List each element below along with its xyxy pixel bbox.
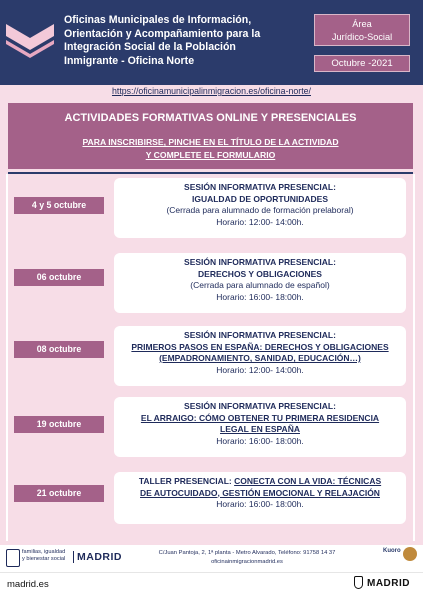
area-badge — [314, 14, 410, 46]
office-title-line: Oficinas Municipales de Información, — [64, 14, 252, 26]
activity-schedule: Horario: 12:00- 14:00h. — [216, 364, 304, 375]
department-line: y bienestar social — [22, 555, 66, 562]
office-title — [64, 14, 309, 68]
activity-title[interactable]: DERECHOS Y OBLIGACIONES — [198, 268, 322, 279]
activity-note: (Cerrada para alumnado de formación prelaboral) — [166, 205, 354, 215]
activity-card — [114, 178, 406, 238]
activity-title-line — [114, 476, 406, 488]
vertical-rule — [6, 174, 8, 541]
activity-date: 4 y 5 octubre — [14, 197, 104, 214]
instructions-line: PARA INSCRIBIRSE, PINCHE EN EL TÍTULO DE LA ACTIVIDAD — [82, 137, 339, 147]
banner-instructions — [8, 136, 413, 161]
activity-type: SESIÓN INFORMATIVA PRESENCIAL: — [184, 182, 336, 192]
activity-date: 19 octubre — [14, 416, 104, 433]
madrid-wordmark: MADRID — [367, 578, 410, 589]
activity-schedule: Horario: 12:00- 14:00h. — [216, 216, 304, 227]
activities-banner — [8, 103, 413, 169]
activity-type: SESIÓN INFORMATIVA PRESENCIAL: — [184, 401, 336, 411]
vertical-rule — [413, 174, 415, 541]
area-label: Área — [352, 19, 372, 29]
city-crest-icon — [6, 549, 20, 567]
madrid-site-link[interactable]: madrid.es — [7, 579, 49, 590]
activity-title-link[interactable]: (EMPADRONAMIENTO, SANIDAD, EDUCACIÓN…) — [159, 353, 361, 363]
divider — [8, 172, 413, 174]
activity-type: TALLER PRESENCIAL: — [138, 476, 232, 486]
activity-note: (Cerrada para alumnado de español) — [190, 280, 330, 290]
footer-website[interactable]: oficinainmigracionmadrid.es — [211, 559, 283, 565]
area-value: Jurídico-Social — [331, 32, 393, 42]
activity-card — [114, 253, 406, 313]
address-line: C/Juan Pantoja, 2, 1ª planta - Metro Alvarado, Teléfono: 91758 14 37 — [158, 550, 336, 556]
activity-type: SESIÓN INFORMATIVA PRESENCIAL: — [184, 257, 336, 267]
month-badge: Octubre -2021 — [314, 55, 410, 72]
madrid-crest-icon — [354, 576, 363, 589]
activity-title-link[interactable]: LEGAL EN ESPAÑA — [220, 424, 300, 434]
activity-title-link[interactable]: EL ARRAIGO: CÓMO OBTENER TU PRIMERA RESIDENCIA — [140, 412, 380, 423]
activity-schedule: Horario: 16:00- 18:00h. — [216, 435, 304, 446]
department-line: familias, igualdad — [22, 549, 66, 555]
madrid-logo: MADRID — [73, 551, 122, 563]
header — [0, 0, 423, 100]
kuoro-logo: Kuoro — [383, 548, 401, 554]
activity-type: SESIÓN INFORMATIVA PRESENCIAL: — [184, 330, 336, 340]
office-url-link[interactable]: https://oficinamunicipalinmigracion.es/oficina-norte/ — [111, 86, 311, 96]
chevron-logo-icon — [6, 18, 54, 58]
office-title-line: Integración Social de la Población — [64, 41, 236, 53]
banner-title: ACTIVIDADES FORMATIVAS ONLINE Y PRESENCIALES — [64, 112, 357, 124]
activity-date: 08 octubre — [14, 341, 104, 358]
activity-card — [114, 472, 406, 524]
activity-date: 06 octubre — [14, 269, 104, 286]
activity-schedule: Horario: 16:00- 18:00h. — [216, 499, 304, 509]
activity-title-link[interactable]: PRIMEROS PASOS EN ESPAÑA: DERECHOS Y OBLIGACIONES — [131, 341, 389, 352]
activity-card — [114, 326, 406, 386]
activity-card — [114, 397, 406, 457]
activity-title-link[interactable]: CONECTA CON LA VIDA: TÉCNICAS — [234, 476, 382, 486]
activity-title-link[interactable]: DE AUTOCUIDADO, GESTIÓN EMOCIONAL Y RELAJACIÓN — [140, 487, 380, 498]
activity-title[interactable]: IGUALDAD DE OPORTUNIDADES — [191, 193, 328, 204]
activity-schedule: Horario: 16:00- 18:00h. — [216, 291, 304, 302]
department-name — [22, 549, 74, 562]
instructions-line: Y COMPLETE EL FORMULARIO — [145, 149, 276, 160]
partner-seal-icon — [403, 547, 417, 561]
office-title-line: Inmigrante - Oficina Norte — [64, 54, 195, 67]
office-title-line: Orientación y Acompañamiento para la — [64, 27, 261, 40]
office-address — [136, 549, 358, 567]
activity-date: 21 octubre — [14, 485, 104, 502]
